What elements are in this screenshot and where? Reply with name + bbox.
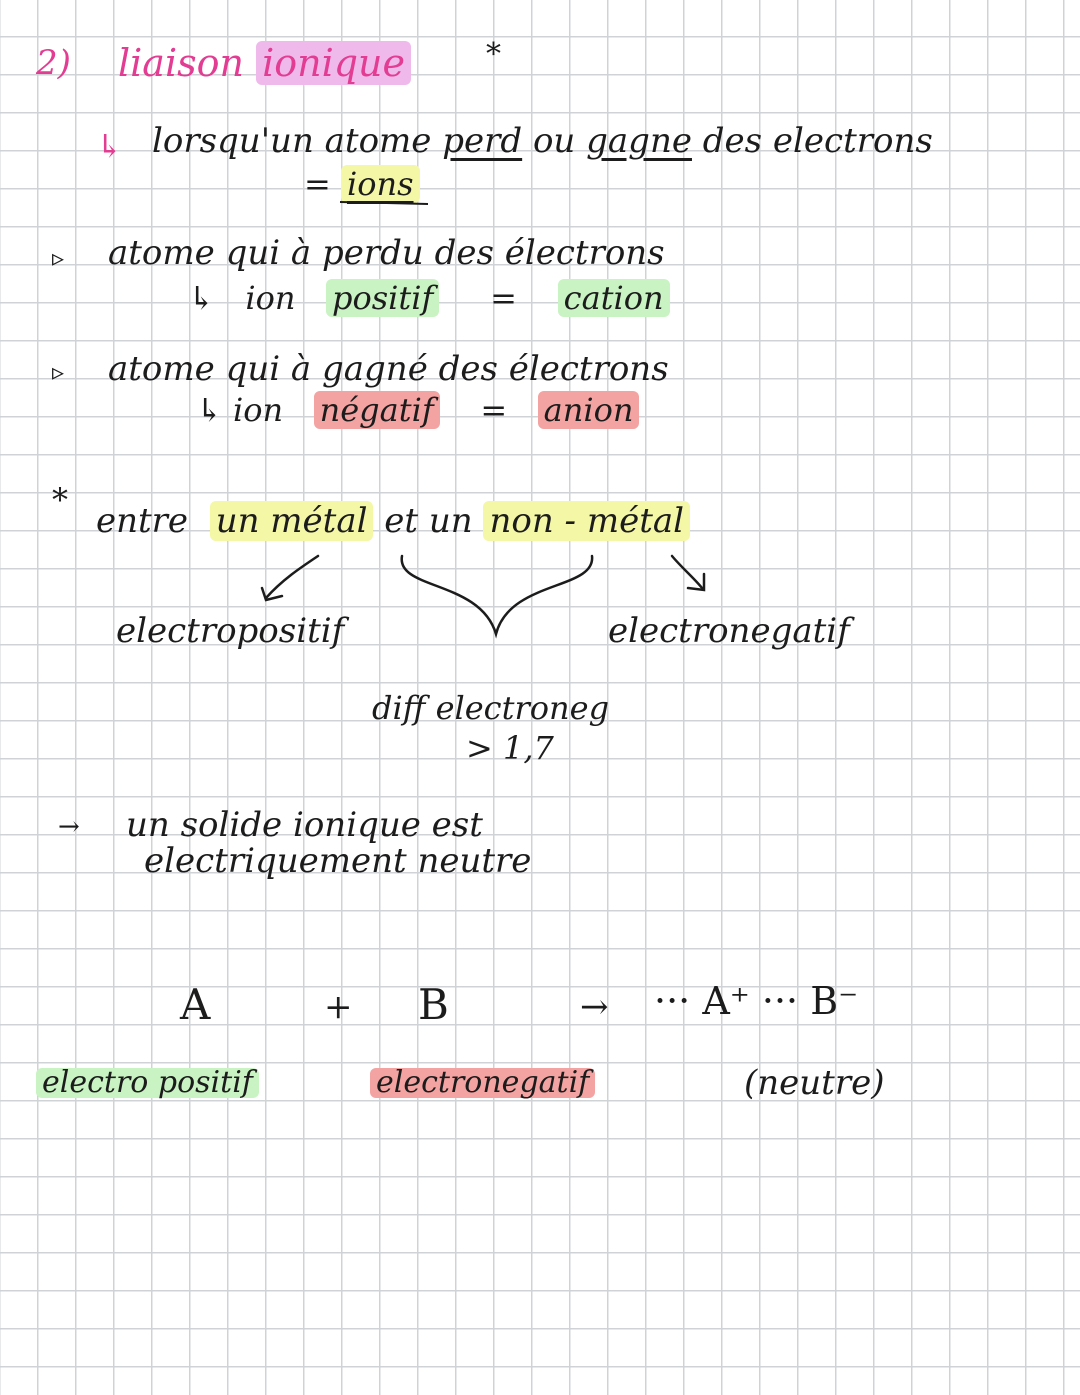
word-ions: ions [341, 165, 420, 203]
solid-line-2: electriquement neutre [144, 841, 532, 881]
section-number: 2) [36, 43, 71, 83]
word-non-metal: non - métal [483, 501, 690, 541]
symbol-a: A [180, 980, 211, 1029]
diff-line-1: diff electroneg [372, 689, 610, 727]
word-ion: ion [245, 279, 296, 317]
arrow-right-icon: → [58, 812, 80, 842]
title-highlight: ionique [256, 41, 411, 85]
word-ou: ou [532, 121, 576, 161]
equals-sign: = [490, 279, 517, 317]
word-metal: un métal [210, 501, 374, 541]
equals-sign: = [480, 391, 508, 429]
bullet-triangle-icon: ▹ [52, 358, 65, 386]
word-perd: perd [442, 121, 523, 161]
star-icon: * [52, 481, 68, 519]
word-gagne: gagne [586, 121, 692, 161]
definition-text-a: lorsqu'un atome [152, 121, 432, 161]
symbol-b: B [418, 980, 449, 1029]
arrow-return-icon: ↳ [196, 391, 223, 429]
label-b-electronegatif: electronegatif [370, 1068, 595, 1098]
bullet-triangle-icon: ▹ [52, 244, 65, 272]
word-positif: positif [326, 279, 439, 317]
label-a-electropositif: electro positif [36, 1068, 259, 1098]
label-neutre: (neutre) [744, 1063, 885, 1103]
label-electronegatif: electronegatif [608, 611, 850, 651]
word-negatif: négatif [314, 391, 440, 429]
arrow-right-icon: → [580, 987, 609, 1027]
solid-line-1: un solide ionique est [126, 805, 483, 845]
equals-sign: = [304, 165, 331, 203]
cation-line-1: atome qui à perdu des électrons [108, 233, 665, 273]
arrow-return-icon: ↳ [96, 127, 123, 165]
anion-line-1: atome qui à gagné des électrons [108, 349, 669, 389]
arrow-return-icon: ↳ [188, 279, 215, 317]
word-cation: cation [558, 279, 670, 317]
word-anion: anion [538, 391, 640, 429]
label-electropositif: electropositif [116, 611, 345, 651]
word-et-un: et un [384, 501, 473, 541]
product-ions: ··· A⁺ ··· B⁻ [654, 979, 859, 1023]
plus-sign: + [324, 987, 353, 1027]
diff-line-2: > 1,7 [466, 729, 554, 767]
title-word: liaison [118, 41, 244, 85]
word-ion: ion [232, 391, 284, 429]
star-icon: * [486, 37, 501, 72]
definition-text-b: des electrons [702, 121, 933, 161]
word-entre: entre [96, 501, 189, 541]
